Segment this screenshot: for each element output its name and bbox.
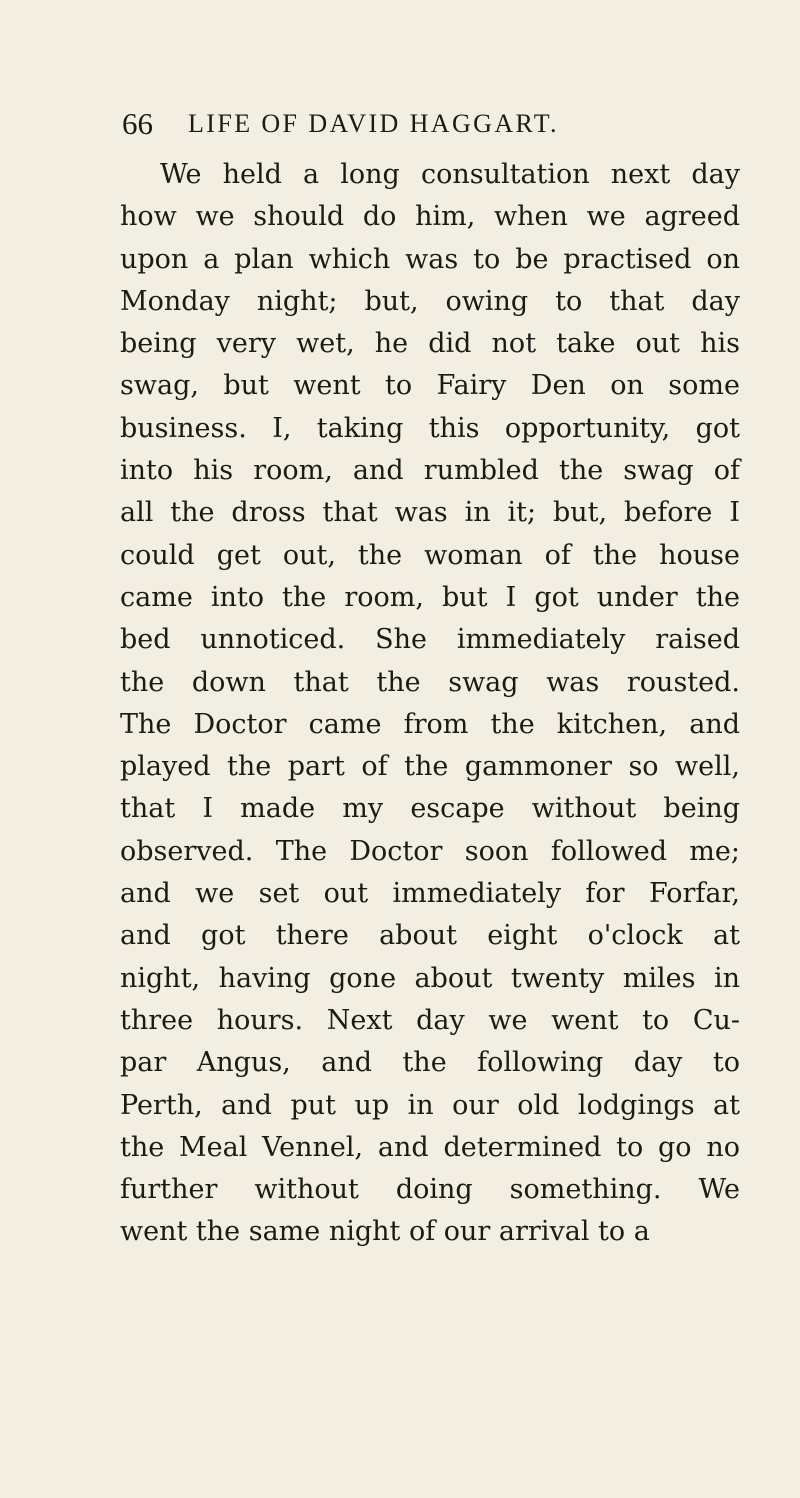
text-line: went the same night of our arrival to a: [120, 1216, 650, 1248]
text-line: the down that the swag was rousted.: [120, 666, 740, 698]
text-line: into his room, and rumbled the swag of: [120, 455, 740, 487]
text-line: par Angus, and the following day to: [120, 1047, 740, 1079]
text-line: came into the room, but I got under the: [120, 581, 740, 613]
running-title: LIFE OF DAVID HAGGART.: [188, 109, 559, 138]
text-line: We held a long consultation next day: [160, 159, 740, 190]
text-line: Monday night; but, owing to that day: [120, 285, 740, 317]
text-line: The Doctor came from the kitchen, and: [120, 708, 740, 740]
text-line: could get out, the woman of the house: [120, 539, 740, 571]
text-line: observed. The Doctor soon followed me;: [120, 835, 740, 867]
body-text: [120, 154, 740, 1254]
text-line: night, having gone about twenty miles in: [120, 962, 740, 994]
text-line: bed unnoticed. She immediately raised: [120, 624, 740, 656]
text-line: Perth, and put up in our old lodgings at: [120, 1089, 740, 1121]
text-line: all the dross that was in it; but, before I: [120, 497, 740, 529]
text-line: being very wet, he did not take out his: [120, 328, 740, 360]
page-header: [122, 104, 742, 144]
text-line: and we set out immediately for Forfar,: [120, 878, 740, 910]
text-line: how we should do him, when we agreed: [120, 201, 740, 233]
text-line: further without doing something. We: [120, 1174, 740, 1206]
text-line: played the part of the gammoner so well,: [120, 751, 740, 783]
text-line: upon a plan which was to be practised on: [120, 243, 740, 275]
text-line: three hours. Next day we went to Cu-: [120, 1004, 740, 1036]
page-number: 66: [122, 106, 153, 141]
text-line: that I made my escape without being: [120, 793, 740, 825]
text-line: business. I, taking this opportunity, got: [120, 412, 740, 444]
text-line: swag, but went to Fairy Den on some: [120, 370, 740, 402]
text-line: the Meal Vennel, and determined to go no: [120, 1131, 740, 1163]
text-line: and got there about eight o'clock at: [120, 920, 740, 952]
